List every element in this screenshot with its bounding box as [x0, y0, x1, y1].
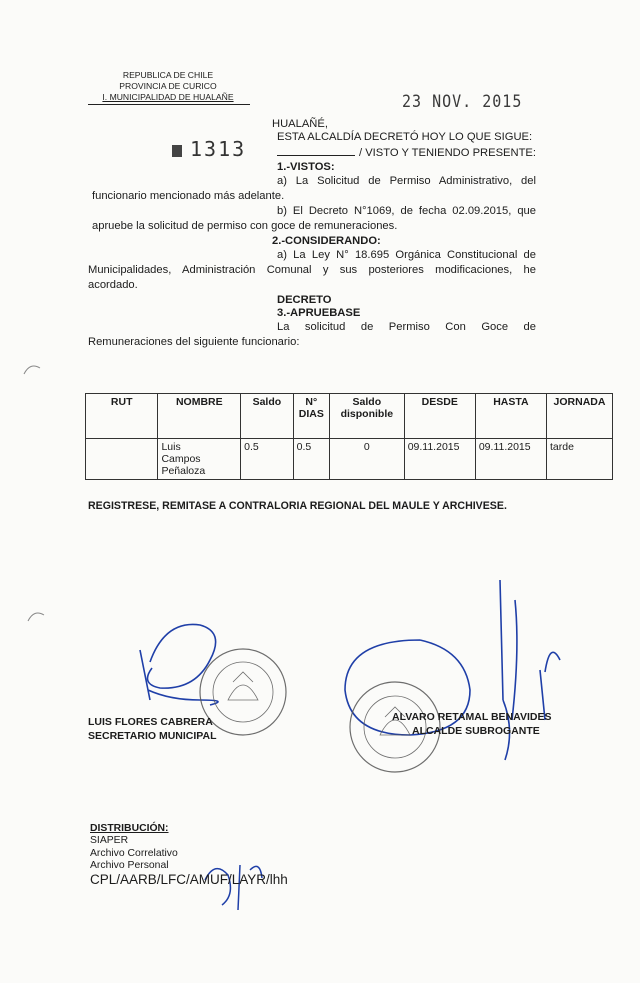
section1-a-line1: a) La Solicitud de Permiso Administrativo, del — [277, 175, 536, 187]
header-province: PROVINCIA DE CURICO — [119, 81, 217, 91]
list-item: Archivo Correlativo — [90, 847, 178, 859]
col-rut: RUT — [86, 394, 158, 439]
col-nombre: NOMBRE — [158, 394, 241, 439]
col-desde: DESDE — [404, 394, 475, 439]
distribution-title: DISTRIBUCIÓN: — [90, 823, 169, 834]
right-signer-name: ALVARO RETAMAL BENAVIDES — [392, 711, 552, 723]
header-municipality: I. MUNICIPALIDAD DE HUALAÑE — [102, 92, 234, 102]
section3-line2: Remuneraciones del siguiente funcionario: — [88, 336, 300, 348]
decree-number-stamp: 1313 — [172, 137, 246, 161]
col-jornada: JORNADA — [547, 394, 613, 439]
section2-a-line2: Municipalidades, Administración Comunal y sus posteriores modificaciones, he — [88, 264, 536, 276]
col-saldo-disponible: Saldo disponible — [329, 394, 404, 439]
place-line: HUALAÑÉ, — [272, 118, 328, 130]
list-item: SIAPER — [90, 835, 129, 846]
section2-a-line1: a) La Ley N° 18.695 Orgánica Constitucional de — [277, 249, 536, 261]
section1-b-line1: b) El Decreto N°1069, de fecha 02.09.2015, que — [277, 205, 536, 217]
cell-dias: 0.5 — [293, 439, 329, 480]
section2-title: 2.-CONSIDERANDO: — [272, 235, 381, 247]
col-saldo: Saldo — [241, 394, 293, 439]
section1-b-line2: apruebe la solicitud de permiso con goce de remuneraciones. — [92, 220, 398, 232]
decreto-label: DECRETO — [277, 294, 332, 306]
section1-title: 1.-VISTOS: — [277, 161, 335, 173]
distribution-list — [90, 835, 178, 873]
decree-intro: ESTA ALCALDÍA DECRETÓ HOY LO QUE SIGUE: — [277, 131, 533, 143]
section3-title: 3.-APRUEBASE — [277, 307, 361, 319]
cell-hasta: 09.11.2015 — [475, 439, 546, 480]
left-signer-name: LUIS FLORES CABRERA — [88, 716, 213, 728]
col-hasta: HASTA — [475, 394, 546, 439]
visto-line: / VISTO Y TENIENDO PRESENTE: — [277, 145, 536, 160]
section1-a-line2: funcionario mencionado más adelante. — [92, 190, 285, 202]
registrese-line: REGISTRESE, REMITASE A CONTRALORIA REGIONAL DEL MAULE Y ARCHIVESE. — [88, 500, 507, 512]
left-signer-title: SECRETARIO MUNICIPAL — [88, 730, 217, 742]
distribution-initials: CPL/AARB/LFC/AMUF/LAYR/lhh — [90, 872, 288, 887]
cell-jornada: tarde — [547, 439, 613, 480]
left-signature — [140, 624, 218, 705]
header-republic: REPUBLICA DE CHILE — [122, 70, 214, 80]
cell-nombre: Luis Campos Peñaloza — [158, 439, 241, 480]
date-stamp: 23 NOV. 2015 — [402, 90, 523, 112]
cell-desde: 09.11.2015 — [404, 439, 475, 480]
cell-saldo: 0.5 — [241, 439, 293, 480]
section3-line1: La solicitud de Permiso Con Goce de — [277, 321, 536, 333]
list-item: Archivo Personal — [90, 860, 169, 872]
right-signer-title: ALCALDE SUBROGANTE — [412, 725, 540, 737]
section2-a-line3: acordado. — [88, 279, 138, 291]
col-dias: N° DIAS — [293, 394, 329, 439]
cell-disponible: 0 — [329, 439, 404, 480]
